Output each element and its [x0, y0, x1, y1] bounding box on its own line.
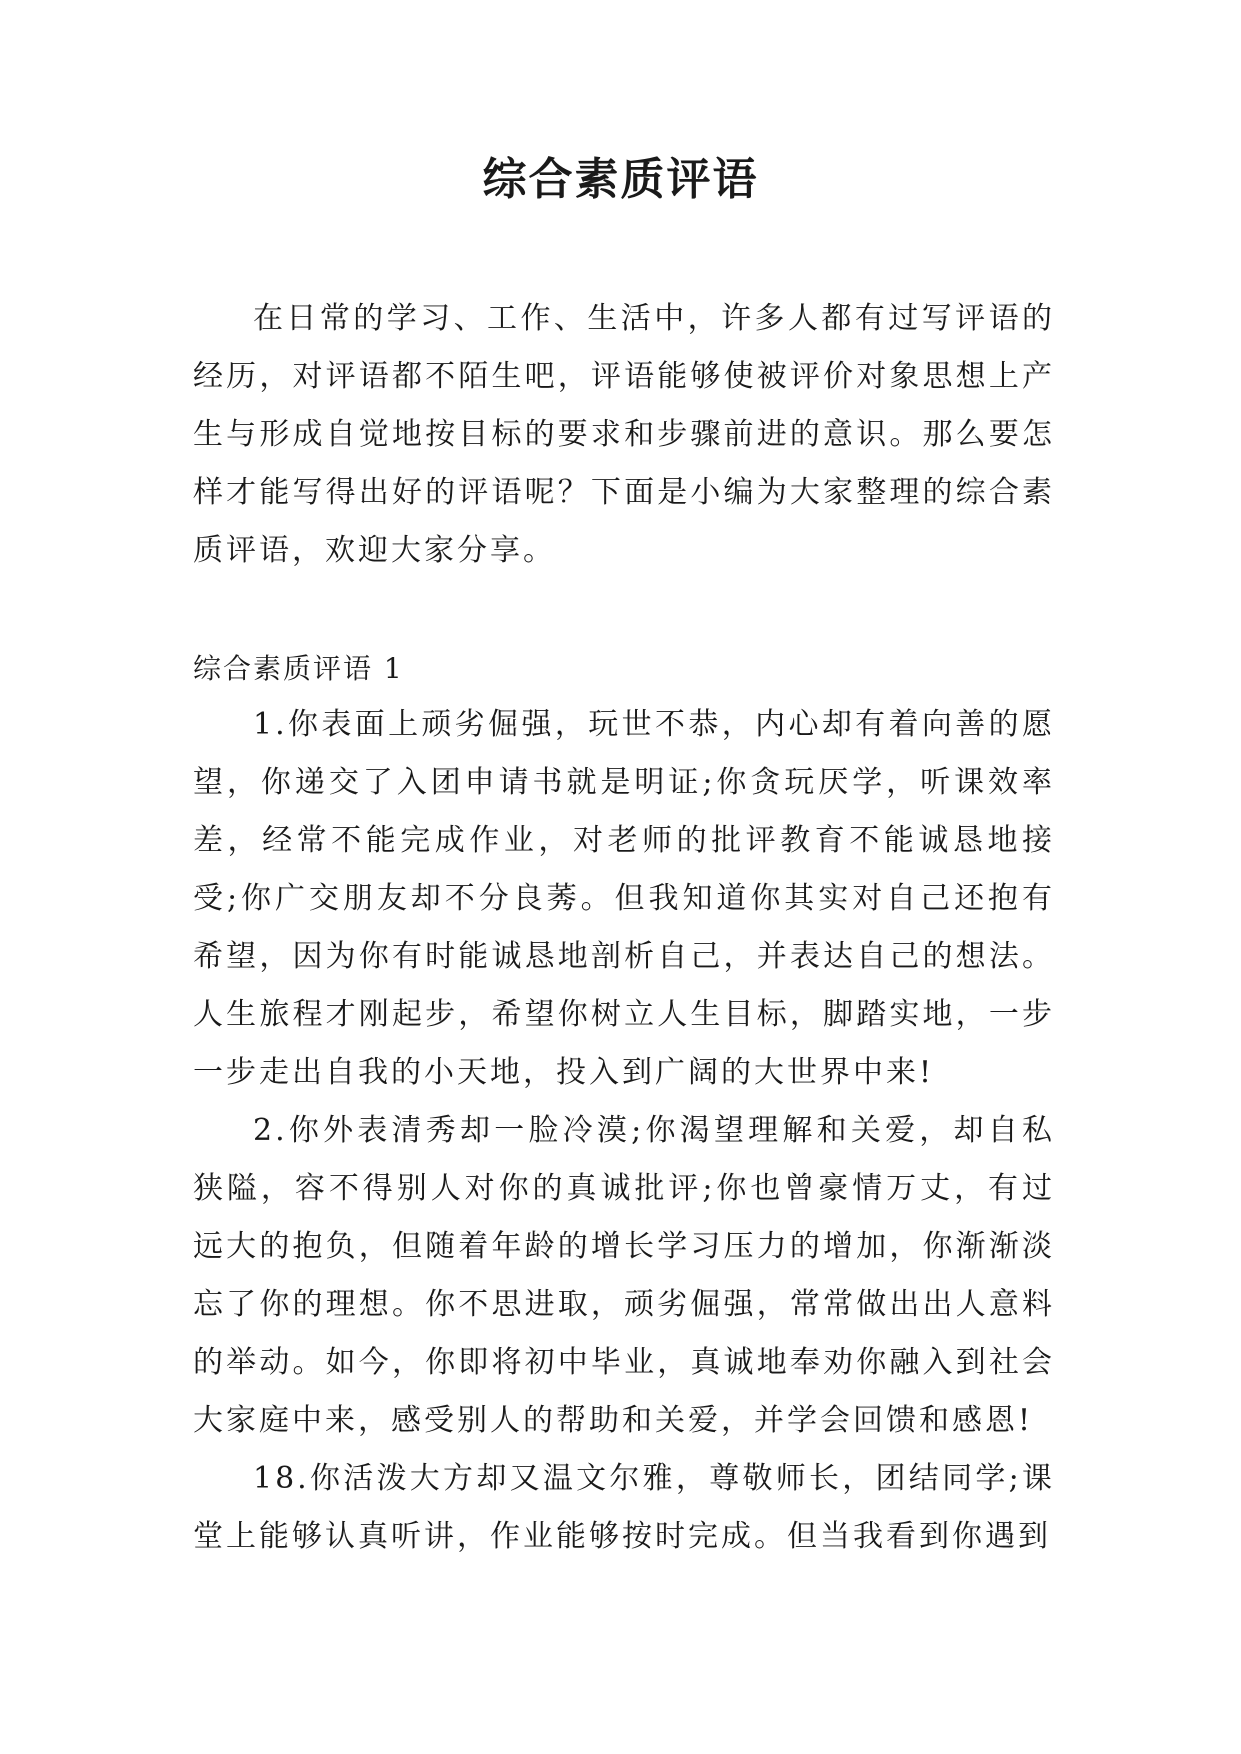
document-title: 综合素质评语 — [482, 154, 759, 205]
comment-item-2: 2.你外表清秀却一脸冷漠;你渴望理解和关爱，却自私狭隘，容不得别人对你的真诚批评;你也曾豪情万丈，有过远大的抱负，但随着年龄的增长学习压力的增加，你渐渐淡忘了你的理想。你不思进取，顽劣倔强，常常做出出人意料的举动。如今，你即将初中毕业，真诚地奉劝你融入到社会大家庭中来，感受别人的帮助和关爱，并学会回馈和感恩! — [193, 1113, 1055, 1438]
intro-section — [193, 290, 1055, 580]
comment-list — [193, 696, 1055, 1566]
comment-item-1: 1.你表面上顽劣倔强，玩世不恭，内心却有着向善的愿望，你递交了入团申请书就是明证;你贪玩厌学，听课效率差，经常不能完成作业，对老师的批评教育不能诚恳地接受;你广交朋友却不分良莠。但我知道你其实对自己还抱有希望，因为你有时能诚恳地剖析自己，并表达自己的想法。人生旅程才刚起步，希望你树立人生目标，脚踏实地，一步一步走出自我的小天地，投入到广阔的大世界中来! — [193, 707, 1055, 1090]
section-heading: 综合素质评语 1 — [193, 652, 404, 685]
intro-paragraph: 在日常的学习、工作、生活中，许多人都有过写评语的经历，对评语都不陌生吧，评语能够使被评价对象思想上产生与形成自觉地按目标的要求和步骤前进的意识。那么要怎样才能写得出好的评语呢？下面是小编为大家整理的综合素质评语，欢迎大家分享。 — [193, 301, 1055, 568]
comment-item-18: 18.你活泼大方却又温文尔雅，尊敬师长，团结同学;课堂上能够认真听讲，作业能够按时完成。但当我看到你遇到 — [193, 1461, 1055, 1554]
